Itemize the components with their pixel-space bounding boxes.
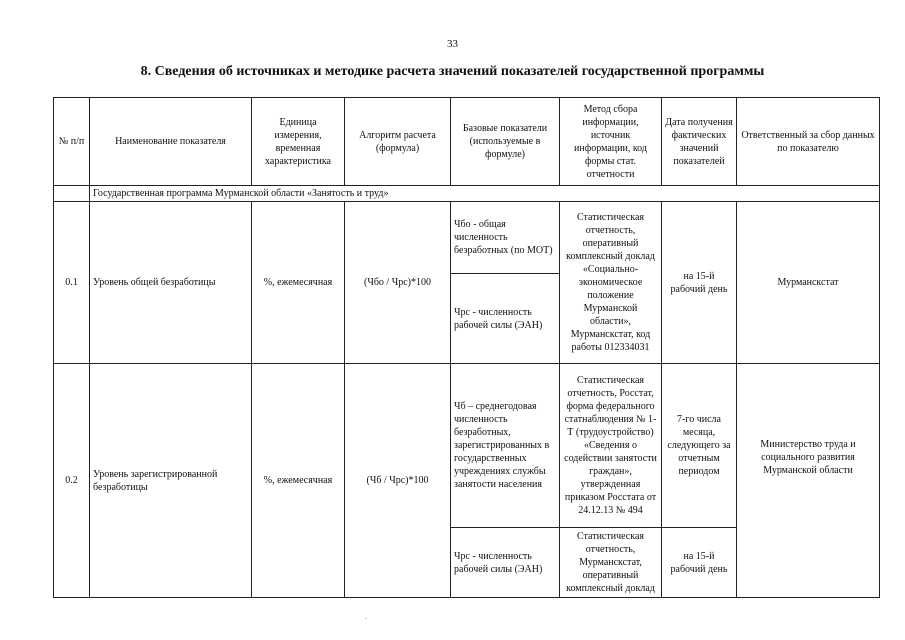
base-indicator: Чрс - численность рабочей силы (ЭАН) — [451, 274, 560, 364]
section-row — [54, 186, 880, 202]
header-responsible: Ответственный за сбор данных по показателю — [737, 98, 880, 186]
indicator-name: Уровень зарегистрированной безработицы — [90, 364, 252, 598]
base-indicator: Чбо - общая численность безработных (по МОТ) — [451, 202, 560, 274]
row-num: 0.1 — [54, 202, 90, 364]
header-date: Дата получения фактических значений показателей — [662, 98, 737, 186]
indicator-algorithm: (Чбо / Чрс)*100 — [345, 202, 451, 364]
collection-method: Статистическая отчетность, оперативный комплексный доклад «Социально-экономическое положение Мурманской области», Мурманскстат, код работы 012334031 — [560, 202, 662, 364]
table-row — [54, 364, 880, 528]
responsible-body: Министерство труда и социального развития Мурманской области — [737, 364, 880, 598]
indicator-name: Уровень общей безработицы — [90, 202, 252, 364]
responsible-body: Мурманскстат — [737, 202, 880, 364]
section-num-cell — [54, 186, 90, 202]
base-indicator: Чб – среднегодовая численность безработных, зарегистрированных в государственных учреждениях службы занятости населения — [451, 364, 560, 528]
collection-date: 7-го числа месяца, следующего за отчетным периодом — [662, 364, 737, 528]
header-algorithm: Алгоритм расчета (формула) — [345, 98, 451, 186]
indicator-unit: %, ежемесячная — [252, 364, 345, 598]
collection-date: на 15-й рабочий день — [662, 528, 737, 598]
footer-mark: . — [365, 612, 367, 621]
collection-method: Статистическая отчетность, Росстат, форма федерального статнаблюдения № 1-Т (трудоустройство) «Сведения о содействии занятости граждан», утвержденная приказом Росстата от 24.12.13 № 494 — [560, 364, 662, 528]
header-name: Наименование показателя — [90, 98, 252, 186]
collection-method: Статистическая отчетность, Мурманскстат, оперативный комплексный доклад — [560, 528, 662, 598]
base-indicator: Чрс - численность рабочей силы (ЭАН) — [451, 528, 560, 598]
header-num: № п/п — [54, 98, 90, 186]
table-header-row — [54, 98, 880, 186]
header-method: Метод сбора информации, источник информации, код формы стат. отчетности — [560, 98, 662, 186]
indicator-unit: %, ежемесячная — [252, 202, 345, 364]
section-title: Государственная программа Мурманской области «Занятость и труд» — [90, 186, 880, 202]
table-row — [54, 202, 880, 274]
header-base: Базовые показатели (используемые в формуле) — [451, 98, 560, 186]
indicator-algorithm: (Чб / Чрс)*100 — [345, 364, 451, 598]
header-unit: Единица измерения, временная характеристика — [252, 98, 345, 186]
collection-date: на 15-й рабочий день — [662, 202, 737, 364]
page-number: 33 — [447, 38, 458, 50]
document-title: 8. Сведения об источниках и методике расчета значений показателей государственной программы — [140, 64, 765, 79]
indicators-table — [53, 97, 880, 598]
row-num: 0.2 — [54, 364, 90, 598]
